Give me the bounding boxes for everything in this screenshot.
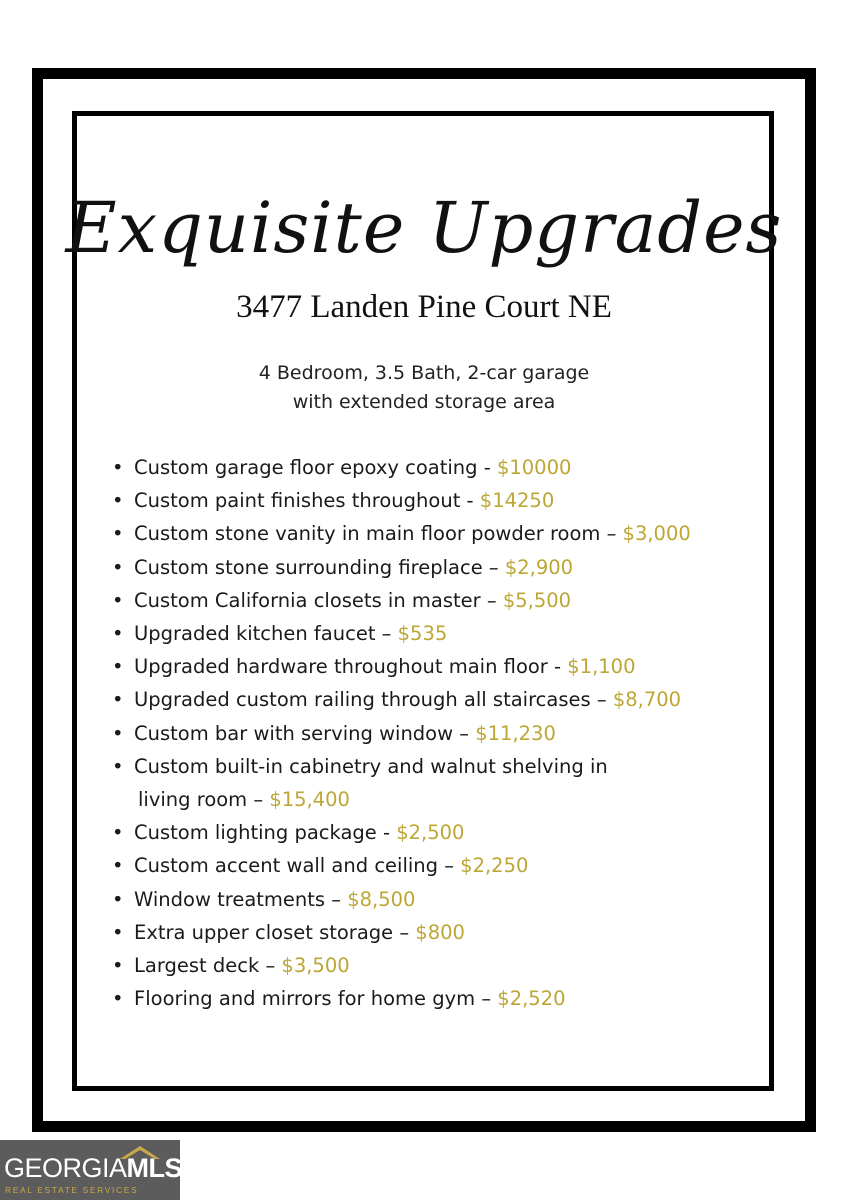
logo-mls-text: MLS <box>126 1153 183 1183</box>
bullet-icon: • <box>112 920 124 944</box>
upgrade-text: Custom paint finishes throughout - <box>134 489 480 513</box>
upgrade-price: $15,400 <box>269 788 350 812</box>
list-item <box>112 717 772 750</box>
upgrade-price: $8,700 <box>612 688 682 712</box>
upgrade-price: $10000 <box>496 456 572 479</box>
specs-line-2: with extended storage area <box>292 391 556 413</box>
list-item <box>112 650 772 683</box>
upgrade-text: Custom accent wall and ceiling – <box>134 854 461 878</box>
bullet-icon: • <box>112 588 124 612</box>
bullet-icon: • <box>112 854 124 878</box>
upgrade-text: Largest deck – <box>134 954 282 978</box>
bullet-icon: • <box>112 489 124 513</box>
upgrade-price: $3,000 <box>622 522 691 546</box>
bullet-icon: • <box>112 987 124 1011</box>
page-title: Exquisite Upgrades <box>65 187 783 269</box>
list-item <box>112 916 772 949</box>
upgrade-price: $2,520 <box>497 987 566 1011</box>
bullet-icon: • <box>112 522 124 546</box>
upgrade-text-continued <box>134 783 772 816</box>
upgrade-text: Custom stone vanity in main floor powder room – <box>134 522 623 546</box>
upgrade-price: $2,900 <box>504 555 574 579</box>
upgrade-text: Custom lighting package - <box>134 821 397 845</box>
list-item <box>112 451 772 484</box>
upgrade-text: Custom stone surrounding fireplace – <box>134 555 505 579</box>
upgrade-text-cont: living room – <box>138 788 270 812</box>
upgrade-price: $5,500 <box>502 588 572 612</box>
upgrade-price: $2,500 <box>396 821 465 845</box>
upgrade-price: $535 <box>397 622 448 646</box>
list-item <box>112 617 772 650</box>
bullet-icon: • <box>112 821 124 845</box>
upgrade-text: Flooring and mirrors for home gym – <box>134 987 498 1011</box>
upgrade-price: $11,230 <box>475 721 556 745</box>
upgrade-text: Custom California closets in master – <box>134 588 503 612</box>
upgrade-text: Custom built-in cabinetry and walnut shelving in <box>134 754 608 778</box>
list-item <box>112 982 772 1015</box>
upgrade-price: $800 <box>415 920 465 944</box>
bullet-icon: • <box>112 887 124 911</box>
upgrade-text: Window treatments – <box>134 887 348 911</box>
list-item <box>112 849 772 882</box>
bullet-icon: • <box>112 754 124 778</box>
upgrade-price: $2,250 <box>460 854 529 878</box>
bullet-icon: • <box>112 555 124 579</box>
list-item <box>112 484 772 517</box>
bullet-icon: • <box>112 655 124 679</box>
property-address: 3477 Landen Pine Court NE <box>236 289 612 325</box>
upgrade-price: $1,100 <box>567 655 636 679</box>
list-item <box>112 517 772 550</box>
bullet-icon: • <box>112 456 124 479</box>
upgrade-price: $14250 <box>479 489 555 513</box>
upgrade-text: Upgraded kitchen faucet – <box>134 622 398 646</box>
list-item <box>112 883 772 916</box>
list-item <box>112 949 772 982</box>
list-item <box>112 683 772 716</box>
list-item <box>112 551 772 584</box>
bullet-icon: • <box>112 622 124 646</box>
bullet-icon: • <box>112 954 124 978</box>
bullet-icon: • <box>112 688 124 712</box>
list-item <box>112 584 772 617</box>
upgrade-text: Upgraded custom railing through all staircases – <box>134 688 613 712</box>
upgrade-price: $8,500 <box>347 887 416 911</box>
list-item <box>112 816 772 849</box>
logo-main-text: GEORGIA <box>4 1153 127 1183</box>
upgrade-list <box>112 451 772 1015</box>
bullet-icon: • <box>112 721 124 745</box>
upgrade-price: $3,500 <box>281 954 350 978</box>
property-specs <box>0 359 848 417</box>
logo-tagline: REAL ESTATE SERVICES <box>5 1185 139 1195</box>
upgrade-text: Custom garage floor epoxy coating - <box>134 456 497 479</box>
list-item <box>112 750 772 816</box>
upgrade-text: Custom bar with serving window – <box>134 721 476 745</box>
georgia-mls-logo <box>0 1140 183 1200</box>
upgrade-text: Upgraded hardware throughout main floor - <box>134 655 568 679</box>
specs-line-1: 4 Bedroom, 3.5 Bath, 2-car garage <box>258 362 590 384</box>
logo-wordmark <box>4 1152 182 1184</box>
upgrade-text: Extra upper closet storage – <box>134 920 416 944</box>
